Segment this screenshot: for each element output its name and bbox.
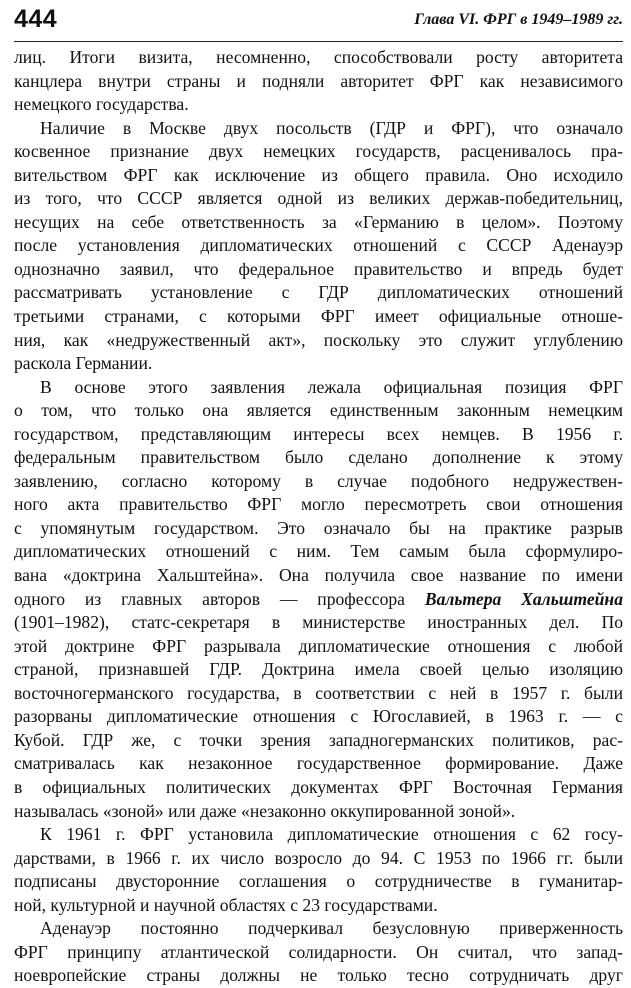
text-line: Кубой. ГДР же, с точки зрения западногерманских политиков, рас- bbox=[14, 729, 623, 750]
text-line: рассматривать установление с ГДР дипломатических отношений bbox=[14, 282, 623, 303]
text-line: разорваны дипломатические отношения с Югославией, в 1963 г. — с bbox=[14, 706, 623, 727]
text-line: канцлера внутри страны и подняли авторитет ФРГ как независимого bbox=[14, 70, 623, 91]
text-line: с упомянутым государством. Это означало бы на практике разрыв bbox=[14, 517, 623, 538]
text-line: раскола Германии. bbox=[14, 353, 153, 374]
text-line: ноевропейские страны должны не только тесно сотрудничать друг bbox=[14, 965, 623, 986]
text-line: В основе этого заявления лежала официальная позиция ФРГ bbox=[40, 376, 623, 397]
text-line: о том, что только она является единственным законным немецким bbox=[14, 400, 623, 421]
text-line: ной, культурной и научной областях с 23 государствами. bbox=[14, 894, 438, 915]
text-line: немецкого государства. bbox=[14, 94, 189, 115]
text-line: ФРГ принципу атлантической солидарности. Он считал, что запад- bbox=[14, 941, 623, 962]
text-line: после установления дипломатических отношений с СССР Аденауэр bbox=[14, 235, 623, 256]
text-line: федеральным правительством было сделано дополнение к этому bbox=[14, 447, 623, 468]
text-line: этой доктрине ФРГ разрывала дипломатические отношения с любой bbox=[14, 635, 623, 656]
text-line: Наличие в Москве двух посольств (ГДР и ФРГ), что означало bbox=[40, 117, 623, 138]
text-line: третьими странами, с которыми ФРГ имеет официальные отноше- bbox=[14, 306, 623, 327]
text-line: (1901–1982), статс-секретаря в министерстве иностранных дел. По bbox=[14, 612, 623, 633]
text-line: подписаны двусторонние соглашения о сотрудничестве в гуманитар- bbox=[14, 871, 623, 892]
text-line: дипломатических отношений с ним. Тем самым была сформулиро- bbox=[14, 541, 623, 562]
page-header bbox=[14, 4, 623, 38]
text-line: восточногерманского государства, в соответствии с ней в 1957 г. были bbox=[14, 682, 623, 703]
text-line: несущих на себе ответственность за «Германию в целом». Поэтому bbox=[14, 211, 623, 232]
text-line: сматривалась как незаконное государственное формирование. Даже bbox=[14, 753, 623, 774]
text-line: однозначно заявил, что федеральное правительство и впредь будет bbox=[14, 258, 623, 279]
text-line: из того, что СССР является одной из великих держав-победительниц, bbox=[14, 188, 623, 209]
running-head: Глава VI. ФРГ в 1949–1989 гг. bbox=[414, 11, 623, 28]
text-line: Аденауэр постоянно подчеркивал безусловную приверженность bbox=[40, 918, 623, 939]
header-rule bbox=[14, 41, 623, 42]
text-segment: одного из главных авторов — профессора bbox=[14, 588, 425, 609]
text-line: страной, признавшей ГДР. Доктрина имела своей целью изоляцию bbox=[14, 659, 623, 680]
text-line: К 1961 г. ФРГ установила дипломатические отношения с 62 госу- bbox=[40, 824, 623, 845]
text-line: дарствами, в 1966 г. их число возросло до 94. С 1953 по 1966 гг. были bbox=[14, 847, 623, 868]
page-number: 444 bbox=[14, 5, 58, 33]
body-text bbox=[14, 46, 623, 988]
text-line: ния, как «недружественный акт», поскольку это служит углублению bbox=[14, 329, 623, 350]
text-line: государством, представляющим интересы всех немцев. В 1956 г. bbox=[14, 423, 623, 444]
text-line: вительством ФРГ как исключение из общего правила. Оно исходило bbox=[14, 164, 623, 185]
emphasized-name: Вальтера Хальштейна bbox=[424, 588, 623, 609]
text-line: называлась «зоной» или даже «незаконно оккупированной зоной». bbox=[14, 800, 516, 821]
text-line: вана «доктрина Хальштейна». Она получила свое название по имени bbox=[14, 565, 623, 586]
text-line: косвенное признание двух немецких государств, расценивалось пра- bbox=[14, 141, 623, 162]
text-line bbox=[14, 588, 623, 612]
text-line: в официальных политических документах ФРГ Восточная Германия bbox=[14, 776, 623, 797]
text-line: заявлению, согласно которому в случае подобного недружествен- bbox=[14, 470, 623, 491]
text-line: лиц. Итоги визита, несомненно, способствовали росту авторитета bbox=[14, 47, 623, 67]
book-page bbox=[14, 0, 623, 986]
text-line: ного акта правительство ФРГ могло пересмотреть свои отношения bbox=[14, 494, 623, 515]
